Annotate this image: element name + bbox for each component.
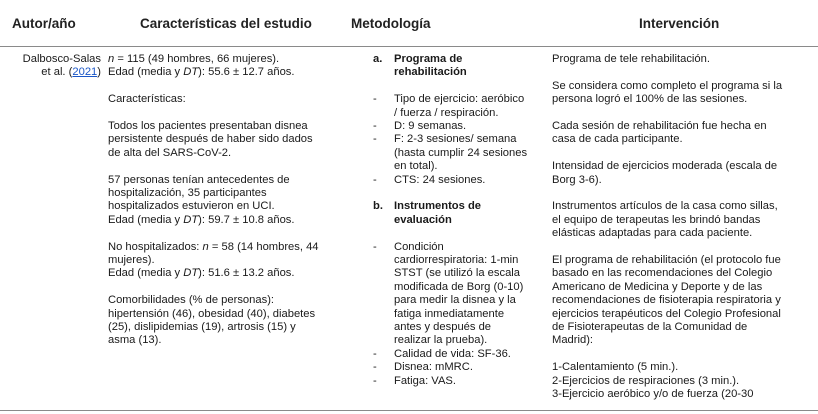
intervention-step2: 2-Ejercicios de respiraciones (3 min.).: [552, 374, 740, 387]
a-item4: CTS: 24 sesiones.: [394, 173, 486, 186]
header-author: Autor/año: [12, 15, 76, 31]
list-item: [373, 375, 545, 388]
char-p1-line1: Todos los pacientes presentaban disnea: [108, 120, 308, 132]
comorbidities-line2: hipertensión (46), obesidad (40), diabetes: [108, 307, 316, 320]
intervention-p1: Programa de tele rehabilitación.: [552, 53, 710, 65]
b-item1-line4: modificada de Borg (0-10): [394, 280, 524, 293]
intervention-p6-line5: ejercicios terapéuticos del Colegio Profesional: [552, 307, 781, 320]
intervention-p2-line2: persona logró el 100% de las sesiones.: [552, 93, 748, 106]
comorbidities-line1: Comorbilidades (% de personas):: [108, 294, 275, 307]
list-item: [373, 120, 545, 133]
intervention-p5-line3: elásticas adaptadas para cada paciente.: [552, 227, 753, 240]
age-value: ): 55.6 ± 12.7 años.: [198, 66, 295, 79]
methodology-cell: [373, 53, 545, 388]
dash-bullet: -: [373, 240, 377, 253]
a-item1-line1: Tipo de ejercicio: aeróbico: [394, 93, 525, 106]
intervention-step1: 1-Calentamiento (5 min.).: [552, 361, 679, 374]
intervention-p4-line2: Borg 3-6).: [552, 173, 602, 186]
a-item2: D: 9 semanas.: [394, 120, 467, 133]
section-a-heading: [373, 53, 545, 80]
age-non-hospitalized: [108, 267, 346, 280]
age3-prefix: Edad (media y: [108, 267, 184, 280]
n-text: = 115 (49 hombres, 66 mujeres).: [114, 53, 280, 65]
header-methodology: Metodología: [351, 15, 431, 31]
section-a-line1: Programa de: [394, 53, 463, 65]
section-b-label: b.: [373, 200, 383, 213]
n-label: n: [108, 53, 115, 65]
a-item1-line2: / fuerza / respiración.: [394, 106, 499, 119]
b-item4: Fatiga: VAS.: [394, 374, 456, 387]
characteristics-cell: [108, 53, 346, 348]
a-item3-line1: F: 2-3 sesiones/ semana: [394, 133, 517, 146]
comorbidities-line3: (25), dislipidemias (19), artrosis (15) y: [108, 321, 296, 334]
b-item1-line7: antes y después de: [394, 321, 492, 334]
dt-label: DT: [183, 66, 199, 79]
section-b-line2: evaluación: [394, 213, 452, 226]
dash-bullet: -: [373, 133, 377, 146]
age-hospitalized: [108, 214, 346, 227]
list-item: [373, 133, 545, 173]
dash-bullet: -: [373, 120, 377, 133]
age3-value: ): 51.6 ± 13.2 años.: [198, 267, 295, 280]
author-year-link[interactable]: 2021: [72, 66, 98, 79]
intervention-p6-line2: basado en las recomendaciones del Colegio: [552, 267, 773, 280]
comorbidities-line4: asma (13).: [108, 334, 162, 347]
dt-label-3: DT: [183, 267, 199, 280]
nohosp-prefix: No hospitalizados:: [108, 240, 203, 253]
intervention-p4-line1: Intensidad de ejercicios moderada (escala de: [552, 160, 778, 173]
b-item1-line6: fatiga inmediatamente: [394, 307, 505, 320]
a-item3-line2: (hasta cumplir 24 sesiones: [394, 146, 528, 159]
dash-bullet: -: [373, 93, 377, 106]
section-a-label: a.: [373, 53, 383, 65]
age2-prefix: Edad (media y: [108, 213, 184, 226]
list-item: [373, 241, 545, 348]
b-item1-line5: para medir la disnea y la: [394, 294, 516, 307]
header-characteristics: Características del estudio: [140, 15, 312, 31]
b-item1-line1: Condición: [394, 240, 444, 253]
dt-label-2: DT: [183, 213, 199, 226]
list-item: [373, 348, 545, 361]
author-etal: et al. (: [41, 66, 73, 79]
char-p2-line2: hospitalización, 35 participantes: [108, 187, 267, 200]
list-item: [373, 174, 545, 187]
author-name-line2: [11, 66, 101, 79]
age-overall: [108, 66, 346, 79]
char-p1-line3: de alta del SARS-CoV-2.: [108, 146, 232, 159]
age2-value: ): 59.7 ± 10.8 años.: [198, 213, 295, 226]
intervention-step3: 3-Ejercicio aeróbico y/o de fuerza (20-30: [552, 388, 754, 401]
b-item2: Calidad de vida: SF-36.: [394, 347, 511, 360]
header-intervention: Intervención: [639, 15, 720, 31]
intervention-p3-line1: Cada sesión de rehabilitación fue hecha en: [552, 120, 767, 132]
list-item: [373, 93, 545, 120]
intervention-p6-line7: Madrid):: [552, 334, 594, 347]
intervention-p6-line3: Americano de Medicina y Deporte y de las: [552, 280, 763, 293]
b-item1-line2: cardiorrespiratoria: 1-min: [394, 254, 519, 267]
intervention-p6-line6: de Fisioterapeutas de la Comunidad de: [552, 321, 748, 334]
section-b-heading: [373, 200, 545, 227]
author-paren-close: ): [97, 66, 101, 79]
author-cell: [11, 53, 101, 80]
dash-bullet: -: [373, 361, 377, 374]
nohosp-rest: = 58 (14 hombres, 44: [208, 240, 319, 253]
intervention-p5-line1: Instrumentos artículos de la casa como sillas,: [552, 200, 778, 213]
bottom-divider: [0, 410, 818, 411]
b-item3: Disnea: mMRC.: [394, 361, 473, 374]
header-divider: [0, 46, 818, 47]
dash-bullet: -: [373, 374, 377, 387]
non-hospitalized-line2: mujeres).: [108, 254, 155, 267]
section-a-line2: rehabilitación: [394, 66, 467, 79]
author-name-line1: Dalbosco-Salas: [22, 53, 101, 65]
age-prefix: Edad (media y: [108, 66, 184, 79]
dash-bullet: -: [373, 173, 377, 186]
nohosp-n-label: n: [202, 240, 209, 253]
char-p2-line1: 57 personas tenían antecedentes de: [108, 173, 290, 186]
non-hospitalized-line1: [108, 241, 346, 254]
dash-bullet: -: [373, 347, 377, 360]
a-item3-line3: en total).: [394, 160, 438, 173]
intervention-p5-line2: el equipo de terapeutas les brindó bandas: [552, 213, 761, 226]
intervention-p3-line2: casa de cada participante.: [552, 133, 683, 146]
char-p2-line3: hospitalizados estuvieron en UCI.: [108, 200, 275, 213]
b-item1-line8: realizar la prueba).: [394, 334, 488, 347]
char-p1-line2: persistente después de haber sido dados: [108, 133, 313, 146]
intervention-p6-line4: recomendaciones de fisioterapia respiratoria y: [552, 294, 781, 307]
sample-size: [108, 53, 346, 66]
intervention-p6-line1: El programa de rehabilitación (el protocolo fue: [552, 254, 781, 267]
list-item: [373, 361, 545, 374]
section-b-line1: Instrumentos de: [394, 200, 482, 213]
b-item1-line3: STST (se utilizó la escala: [394, 267, 521, 280]
characteristics-heading: Características:: [108, 93, 186, 106]
intervention-cell: [552, 53, 814, 401]
intervention-p2-line1: Se considera como completo el programa si la: [552, 79, 783, 92]
